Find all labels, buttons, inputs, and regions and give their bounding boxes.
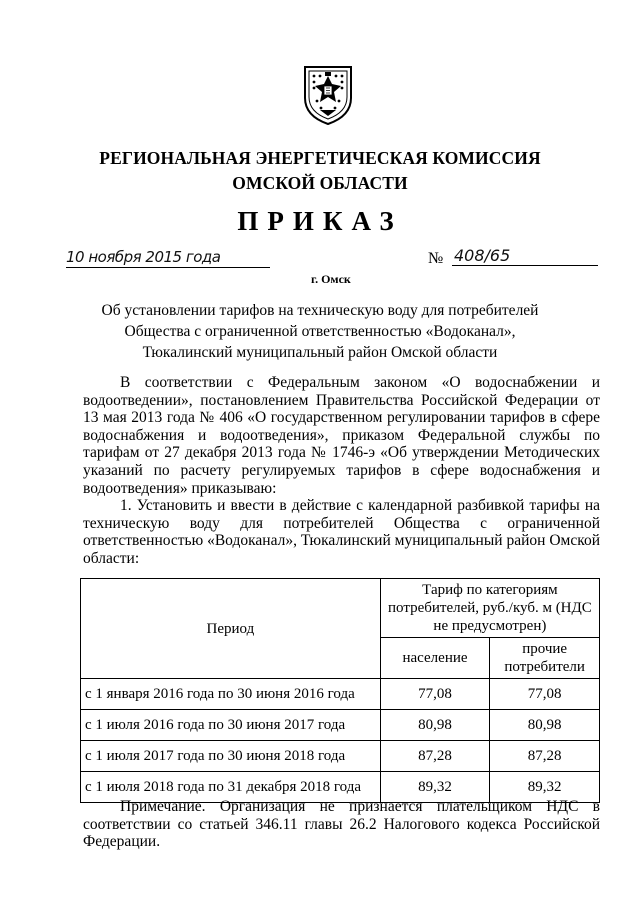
omsk-coat-of-arms-icon — [302, 64, 354, 126]
number-sign: № — [428, 250, 444, 267]
period-cell: с 1 июля 2017 года по 30 июня 2018 года — [81, 741, 381, 772]
period-cell: с 1 июля 2016 года по 30 июня 2017 года — [81, 710, 381, 741]
org-name-line-1: РЕГИОНАЛЬНАЯ ЭНЕРГЕТИЧЕСКАЯ КОМИССИЯ — [99, 148, 541, 168]
other-tariff-cell: 87,28 — [490, 741, 600, 772]
document-type-title: ПРИКАЗ — [237, 206, 403, 236]
city-label: г. Омск — [311, 272, 351, 286]
population-tariff-cell: 77,08 — [380, 679, 489, 710]
population-column-header: население — [380, 638, 489, 679]
document-body — [83, 374, 600, 568]
subject-line-1: Об установлении тарифов на техническую воду для потребителей — [101, 302, 539, 319]
period-cell: с 1 июля 2018 года по 31 декабря 2018 года — [81, 772, 381, 803]
subject-line-3: Тюкалинский муниципальный район Омской области — [142, 344, 498, 361]
other-tariff-cell: 80,98 — [490, 710, 600, 741]
document-subject — [0, 300, 640, 363]
population-tariff-cell: 89,32 — [380, 772, 489, 803]
population-tariff-cell: 80,98 — [380, 710, 489, 741]
subject-line-2: Общества с ограниченной ответственностью «Водоканал», — [124, 323, 516, 340]
handwritten-date: 10 ноября 2015 года — [66, 248, 270, 268]
other-consumers-column-header: прочие потребители — [490, 638, 600, 679]
table-row — [81, 679, 600, 710]
other-tariff-cell: 89,32 — [490, 772, 600, 803]
note-paragraph: Примечание. Организация не признается плательщиком НДС в соответствии со статьей 346.11 главы 26.2 Налогового кодекса Российской Федерации. — [83, 798, 600, 851]
issuing-organization — [0, 146, 640, 196]
population-tariff-cell: 87,28 — [380, 741, 489, 772]
period-column-header: Период — [81, 579, 381, 679]
org-name-line-2: ОМСКОЙ ОБЛАСТИ — [232, 173, 408, 193]
period-cell: с 1 января 2016 года по 30 июня 2016 года — [81, 679, 381, 710]
tariff-table — [80, 578, 600, 803]
vat-note — [83, 798, 600, 851]
tariff-column-header: Тариф по категориям потребителей, руб./куб. м (НДС не предусмотрен) — [380, 579, 599, 638]
table-row — [81, 741, 600, 772]
preamble-paragraph: В соответствии с Федеральным законом «О водоснабжении и водоотведении», постановлением Правительства Российской Федерации от 13 мая 2013 года № 406 «О государственном регулировании тарифов в сфере водоснабжения и водоотведения», приказом Федеральной службы по тарифам от 27 декабря 2013 года № 1746-э «Об утверждении Методических указаний по расчету регулируемых тарифов в сфере водоснабжения и водоотведения» приказываю: — [83, 374, 600, 497]
clause-1-paragraph: 1. Установить и ввести в действие с календарной разбивкой тарифы на техническую воду для потребителей Общества с ограниченной ответственностью «Водоканал», Тюкалинский муниципальный район Омской области: — [83, 497, 600, 567]
handwritten-order-number: 408/65 — [452, 246, 598, 266]
other-tariff-cell: 77,08 — [490, 679, 600, 710]
table-row — [81, 710, 600, 741]
